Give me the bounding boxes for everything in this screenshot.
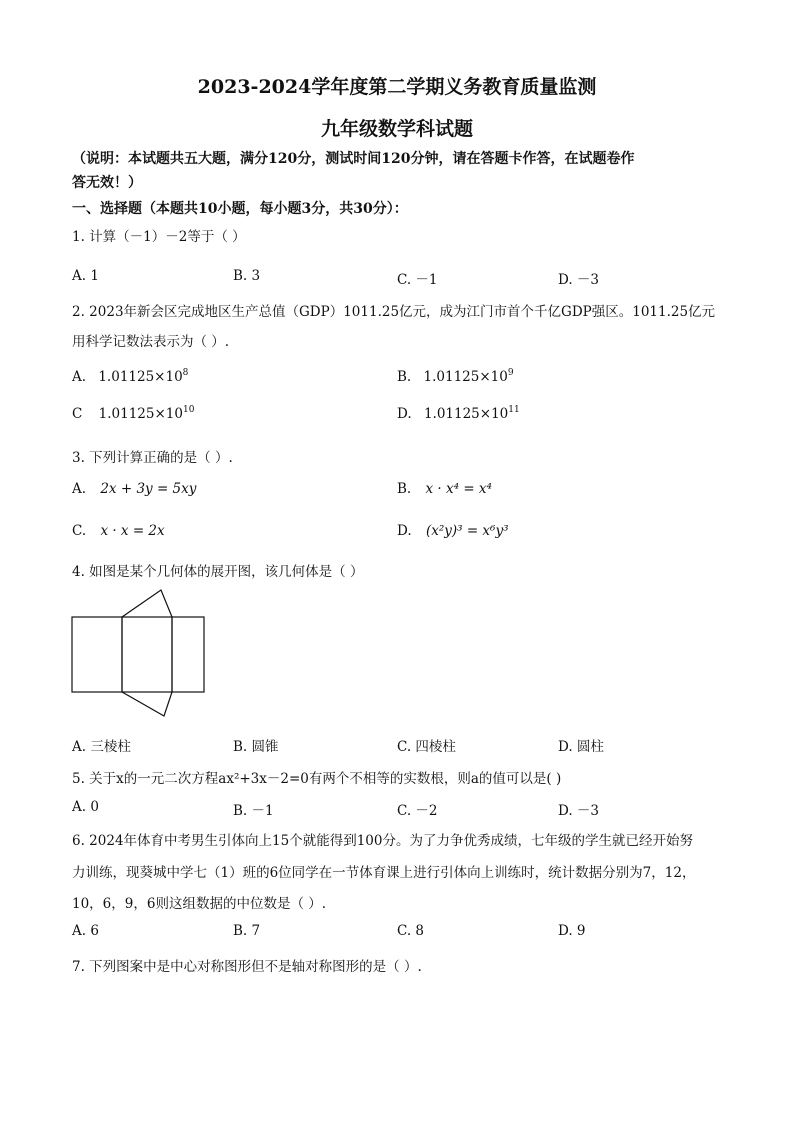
- question-2-option-c: [72, 405, 194, 422]
- option-formula: (x²y)³ = x⁶y³: [425, 523, 509, 539]
- question-1-option-d: D. －3: [558, 272, 600, 288]
- option-label: D.: [397, 406, 412, 422]
- question-5-option-b: B. －1: [233, 803, 274, 819]
- option-label: B.: [397, 481, 412, 497]
- option-label: A.: [72, 369, 87, 385]
- option-base: 1.01125×10: [423, 406, 509, 422]
- question-4-option-d: D. 圆柱: [558, 739, 604, 755]
- question-2-option-a: [72, 368, 188, 385]
- question-5-option-d: D. －3: [558, 803, 600, 819]
- option-label: A.: [72, 481, 87, 497]
- question-3-stem: 3. 下列计算正确的是（ ）.: [72, 450, 233, 466]
- question-3-option-a: [72, 481, 196, 497]
- net-bottom-triangle: [122, 692, 172, 716]
- question-1-option-b: B. 3: [233, 268, 261, 284]
- question-6-option-c: C. 8: [397, 923, 425, 939]
- net-top-triangle: [122, 590, 172, 617]
- option-exponent: 11: [508, 405, 520, 415]
- question-4-stem: 4. 如图是某个几何体的展开图，该几何体是（ ）: [72, 564, 364, 580]
- option-exponent: 8: [182, 368, 189, 378]
- exam-title: 2023-2024学年度第二学期义务教育质量监测: [197, 76, 597, 98]
- option-formula: x · x = 2x: [100, 523, 165, 539]
- option-label: D.: [397, 523, 412, 539]
- option-label: C: [72, 406, 83, 422]
- question-2-option-b: [397, 368, 514, 385]
- instructions-line-1: （说明：本试题共五大题，满分120分，测试时间120分钟，请在答题卡作答，在试题卷作: [72, 151, 635, 167]
- question-2-option-d: [397, 405, 520, 422]
- question-1-stem: 1. 计算（－1）－2等于（ ）: [72, 229, 246, 245]
- question-1-option-a: A. 1: [72, 268, 99, 284]
- question-6-option-b: B. 7: [233, 923, 261, 939]
- option-formula: x · x⁴ = x⁴: [425, 481, 492, 497]
- net-middle-rectangle: [122, 617, 172, 692]
- option-exponent: 9: [507, 368, 514, 378]
- option-label: C.: [72, 523, 87, 539]
- prism-net-figure: [70, 588, 210, 720]
- option-exponent: 10: [182, 405, 195, 415]
- question-4-option-a: A. 三棱柱: [72, 739, 131, 755]
- instructions-line-2: 答无效！）: [72, 175, 142, 191]
- net-left-rectangle: [72, 617, 122, 692]
- question-2-stem-line-2: 用科学记数法表示为（ ）.: [72, 334, 230, 350]
- section-heading: 一、选择题（本题共10小题，每小题3分，共30分）：: [72, 201, 408, 217]
- question-4-option-b: B. 圆锥: [233, 739, 279, 755]
- question-5-option-c: C. －2: [397, 803, 438, 819]
- question-6-stem-line-2: 力训练，现葵城中学七（1）班的6位同学在一节体育课上进行引体向上训练时，统计数据分别为7，12，: [72, 865, 696, 881]
- net-right-rectangle: [172, 617, 204, 692]
- option-base: 1.01125×10: [98, 406, 183, 422]
- question-6-stem-line-3: 10，6，9，6则这组数据的中位数是（ ）.: [72, 896, 327, 912]
- question-4-option-c: C. 四棱柱: [397, 739, 456, 755]
- question-3-option-c: [72, 523, 165, 539]
- question-3-option-d: [397, 523, 509, 539]
- question-6-stem-line-1: 6. 2024年体育中考男生引体向上15个就能得到100分。为了力争优秀成绩，七年级的学生就已经开始努: [72, 833, 693, 849]
- option-label: B.: [397, 369, 412, 385]
- question-6-option-a: A. 6: [72, 923, 99, 939]
- exam-subtitle: 九年级数学科试题: [320, 118, 473, 140]
- option-base: 1.01125×10: [98, 369, 183, 385]
- question-5-stem: 5. 关于x的一元二次方程ax²+3x－2=0有两个不相等的实数根，则a的值可以是( ): [72, 771, 562, 787]
- question-6-option-d: D. 9: [558, 923, 586, 939]
- question-5-option-a: A. 0: [72, 799, 99, 815]
- option-base: 1.01125×10: [423, 369, 508, 385]
- question-3-option-b: [397, 481, 492, 497]
- question-2-stem-line-1: 2. 2023年新会区完成地区生产总值（GDP）1011.25亿元，成为江门市首个千亿GDP强区。1011.25亿元: [72, 304, 716, 320]
- question-7-stem: 7. 下列图案中是中心对称图形但不是轴对称图形的是（ ）.: [72, 959, 422, 975]
- option-formula: 2x + 3y = 5xy: [100, 481, 197, 497]
- question-1-option-c: C. －1: [397, 272, 438, 288]
